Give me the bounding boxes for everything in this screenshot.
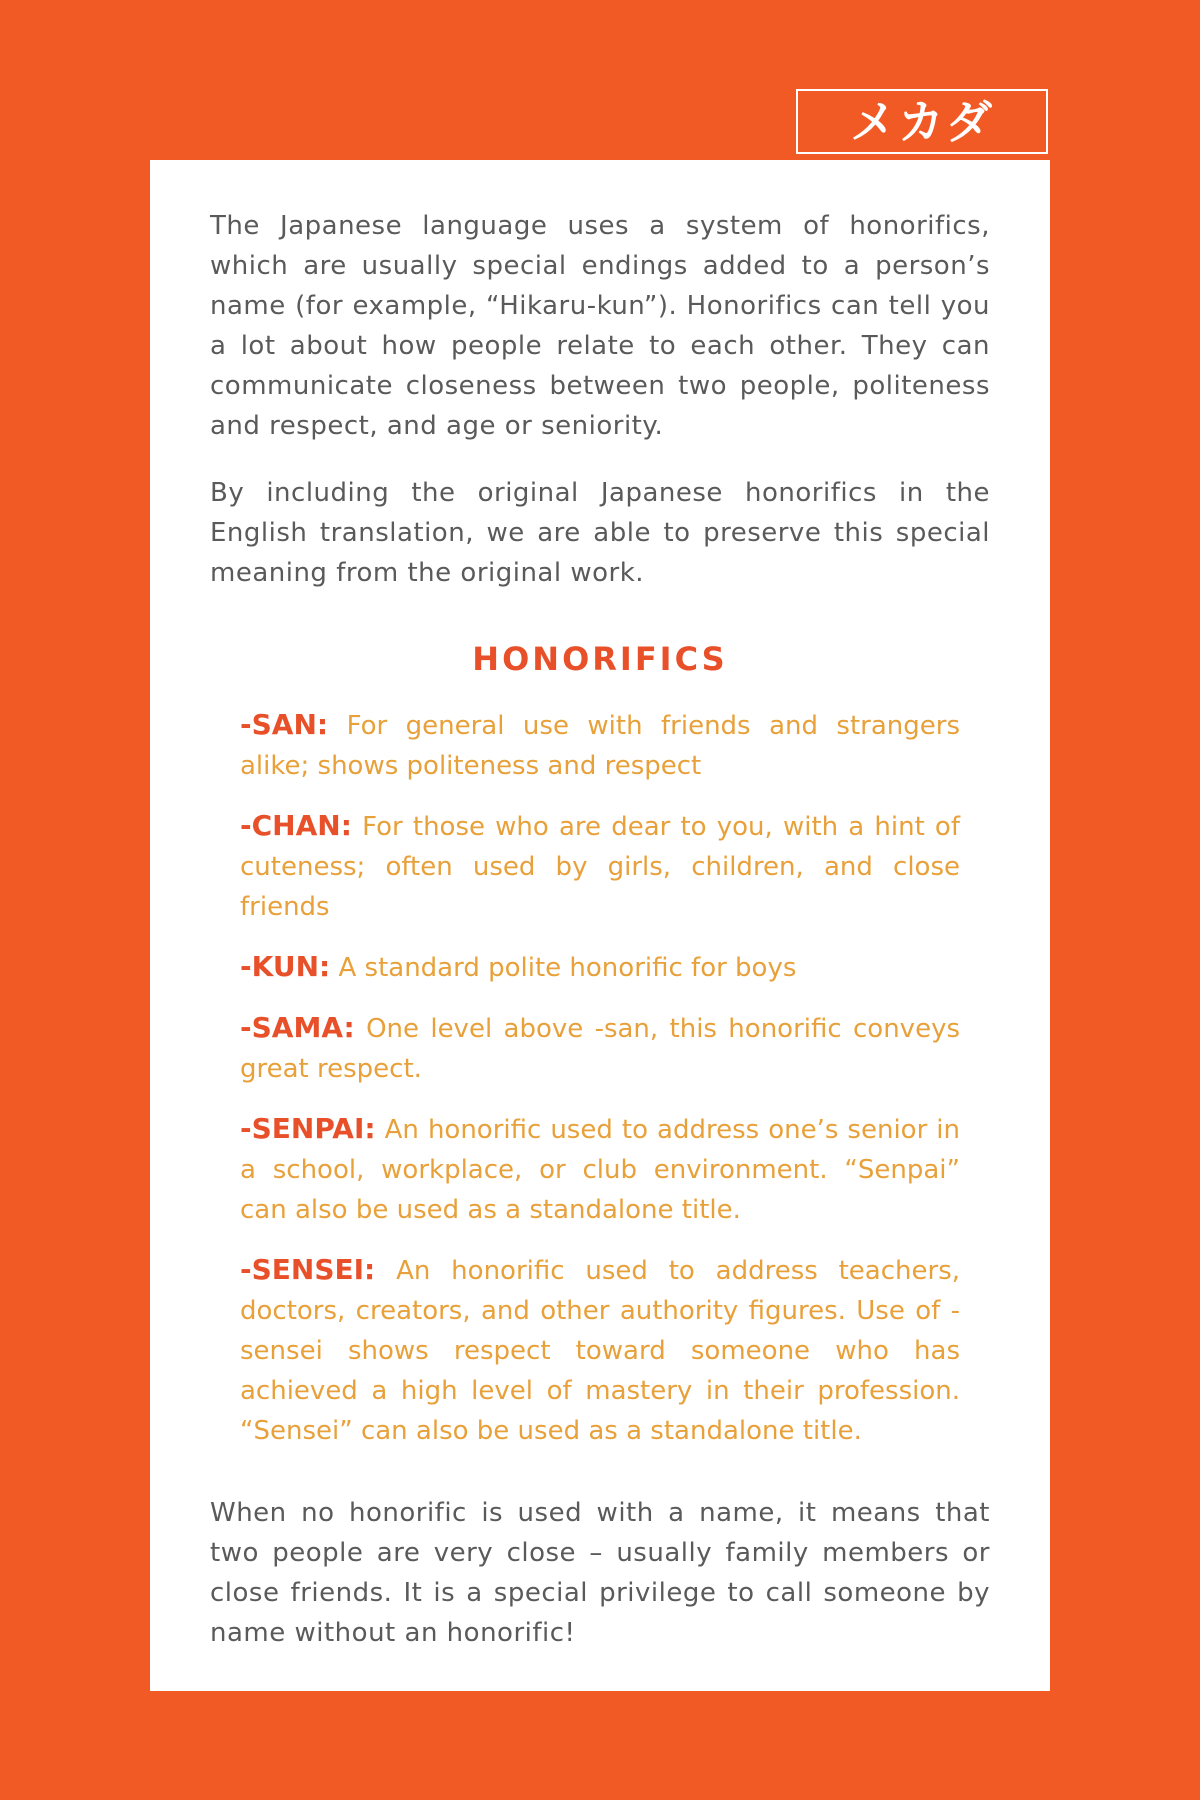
honorific-entry xyxy=(240,1250,960,1451)
content-panel xyxy=(150,160,1050,1691)
closing-section xyxy=(210,1493,990,1653)
honorific-definition: For general use with friends and strangers alike; shows politeness and respect xyxy=(240,711,961,781)
honorific-term: -SAMA: xyxy=(240,1011,355,1044)
honorific-definition: An honorific used to address one’s senior in a school, workplace, or club environment. “Senpai” can also be used as a standalone title. xyxy=(240,1115,961,1225)
honorific-entry xyxy=(240,1008,960,1089)
honorific-entry xyxy=(240,806,960,927)
honorifics-heading: HONORIFICS xyxy=(472,640,728,678)
intro-section xyxy=(210,206,990,593)
publisher-logo xyxy=(796,89,1048,154)
closing-paragraph: When no honorific is used with a name, it means that two people are very close – usually family members or close friends. It is a special privilege to call someone by name without an honorific! xyxy=(210,1498,990,1648)
honorific-definition: A standard polite honorific for boys xyxy=(338,953,797,983)
honorific-definition: An honorific used to address teachers, doctors, creators, and other authority figures. Use of -sensei shows respect toward someone who has achieved a high level of mastery in their profession. “Sensei” can also be used as a standalone title. xyxy=(240,1256,961,1446)
honorific-term: -CHAN: xyxy=(240,809,352,842)
honorific-term: -KUN: xyxy=(240,950,331,983)
honorific-entry xyxy=(240,1109,960,1230)
publisher-logo-text: メカダ xyxy=(850,94,994,149)
honorific-entry xyxy=(240,947,960,988)
intro-paragraph: By including the original Japanese honorifics in the English translation, we are able to preserve this special meaning from the original work. xyxy=(210,478,990,588)
intro-paragraph: The Japanese language uses a system of honorifics, which are usually special endings added to a person’s name (for example, “Hikaru-kun”). Honorifics can tell you a lot about how people relate to each other. They can communicate closeness between two people, politeness and respect, and age or seniority. xyxy=(210,211,990,441)
honorifics-list xyxy=(210,705,990,1451)
honorific-definition: For those who are dear to you, with a hint of cuteness; often used by girls, children, and close friends xyxy=(240,812,960,922)
honorific-term: -SENSEI: xyxy=(240,1253,376,1286)
honorific-term: -SAN: xyxy=(240,708,329,741)
honorific-definition: One level above -san, this honorific conveys great respect. xyxy=(240,1014,960,1084)
honorific-entry xyxy=(240,705,960,786)
honorific-term: -SENPAI: xyxy=(240,1112,376,1145)
